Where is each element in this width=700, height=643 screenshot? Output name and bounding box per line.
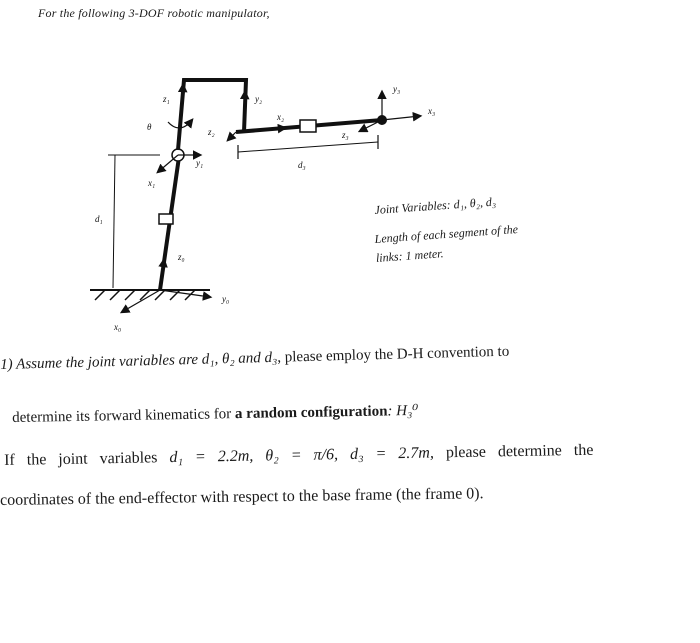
q1-prefix: 1) Assume the joint variables are (0, 351, 199, 373)
label-y0: y₀ (222, 294, 230, 304)
label-z3: z₃ (342, 130, 349, 140)
label-x1: x₁ (148, 178, 156, 188)
label-y3: y₃ (393, 84, 401, 94)
q1-line2-start: determine its forward kinematics for (12, 406, 232, 426)
d3-dimension (238, 142, 378, 152)
label-z2: z₂ (208, 127, 215, 137)
label-d1: d₁ (95, 214, 103, 224)
segment-length-line1: Length of each segment of the (374, 221, 519, 246)
prismatic-joint-3 (300, 120, 316, 132)
prismatic-joint-1 (159, 214, 173, 224)
q1-line2-math: : H₃⁰ (387, 402, 419, 420)
q1-vars: d₁, θ₂ and d₃ (201, 349, 278, 368)
label-x2: x₂ (277, 112, 285, 122)
label-x3: x₃ (428, 106, 436, 116)
label-d3: d₃ (298, 160, 306, 170)
x0-axis (122, 290, 160, 312)
header-text: For the following 3-DOF robotic manipulator, (38, 6, 270, 20)
d1-dimension (113, 155, 115, 288)
label-z0: z₀ (178, 252, 185, 262)
x3-axis (382, 116, 420, 120)
link-2 (178, 80, 246, 150)
label-theta: θ (147, 122, 152, 132)
q2-values: d₁ = 2.2m, θ₂ = π/6, d₃ = 2.7m, (169, 444, 435, 467)
question-1-line2 (12, 401, 418, 427)
question-2-line2: coordinates of the end-effector with respect to the base frame (the frame 0). (0, 485, 484, 509)
z2-axis (228, 132, 236, 140)
q2-prefix: If the joint variables (4, 449, 158, 469)
label-x0: x₀ (114, 322, 122, 332)
label-y1: y₁ (196, 158, 204, 168)
question-2-line1 (4, 442, 594, 470)
label-y2: y₂ (255, 94, 263, 104)
y0-axis (160, 290, 210, 297)
q1-line2-bold: a random configuration (234, 403, 388, 423)
segment-length-line2: links: 1 meter. (375, 246, 444, 265)
label-z1: z₁ (163, 94, 170, 104)
x1-axis (158, 155, 178, 172)
q1-mid: , please employ the D-H convention to (277, 343, 510, 366)
joint-variables-text: Joint Variables: d₁, θ₂, d₃ (374, 194, 497, 217)
q2-suffix: please determine the (445, 441, 594, 462)
